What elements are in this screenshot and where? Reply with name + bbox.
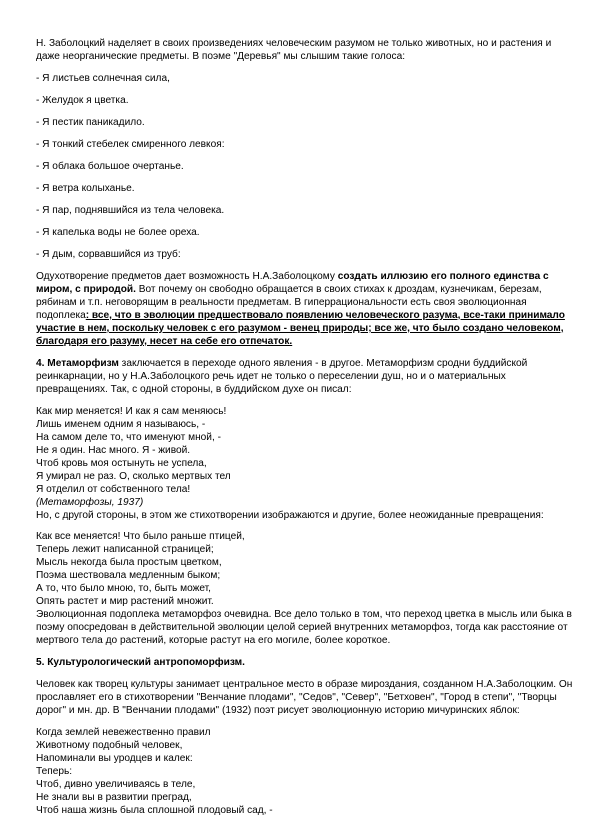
spirit-paragraph (36, 270, 576, 348)
poem-line: Напоминали вы уродцев и калек: (36, 753, 193, 764)
poem-line: Как мир меняется! И как я сам меняюсь! (36, 406, 227, 417)
poem-metamorphoses (36, 405, 576, 509)
voice-line: - Я облака большое очертанье. (36, 161, 184, 172)
poem-line: Лишь именем одним я называюсь, - (36, 419, 206, 430)
poem-source: (Метаморфозы, 1937) (36, 497, 144, 508)
voice-line: - Я капелька воды не более ореха. (36, 227, 200, 238)
poem-line: Не знали вы в развитии преград, (36, 792, 192, 803)
voices-list (36, 72, 576, 261)
poem-line: Чтоб, дивно увеличиваясь в теле, (36, 779, 196, 790)
other-side-paragraph: Но, с другой стороны, в этом же стихотворении изображаются и другие, более неожиданные превращения: (36, 510, 544, 521)
poem-line: Чтоб кровь моя остынуть не успела, (36, 458, 207, 469)
voice-line: - Я дым, сорвавшийся из труб: (36, 249, 181, 260)
voice-line: - Я пар, поднявшийся из тела человека. (36, 205, 225, 216)
document-page (36, 37, 576, 817)
poem-line: Теперь: (36, 766, 73, 777)
poem-line: Я умирал не раз. О, сколько мертвых тел (36, 471, 231, 482)
voice-line: - Я тонкий стебелек смиренного левкоя: (36, 139, 225, 150)
poem-line: Как все меняется! Что было раньше птицей, (36, 531, 245, 542)
poem-line: Я отделил от собственного тела! (36, 484, 191, 495)
poem-fruits (36, 726, 576, 817)
poem-line: А то, что было мною, то, быть может, (36, 583, 211, 594)
metamorphism-text: заключается в переходе одного явления - в другое. Метаморфизм сродни буддийской реинкарнации, но у Н.А.Заболоцкого речь идет не только о переселении душ, но и о материальных превращениях. Так, с одной стороны, в буддийском духе он писал: (36, 358, 528, 395)
metamorphism-heading: 4. Метаморфизм (36, 358, 119, 369)
metamorphism-paragraph (36, 357, 576, 396)
poem-line: Теперь лежит написанной страницей; (36, 544, 214, 555)
poem-line: Чтоб наша жизнь была сплошной плодовый сад, - (36, 805, 273, 816)
spirit-text-1: Одухотворение предметов дает возможность Н.А.Заболоцкому (36, 271, 338, 282)
intro-paragraph: Н. Заболоцкий наделяет в своих произведениях человеческим разумом не только животных, но и растения и даже неорганические предметы. В поэме "Деревья" мы слышим такие голоса: (36, 38, 552, 62)
voice-line: - Желудок я цветка. (36, 95, 129, 106)
poem-line: Когда землей невежественно правил (36, 727, 211, 738)
section-heading-5: 5. Культурологический антропоморфизм. (36, 657, 245, 668)
poem-line: На самом деле то, что именуют мной, - (36, 432, 221, 443)
poem-line: Не я один. Нас много. Я - живой. (36, 445, 191, 456)
culture-paragraph: Человек как творец культуры занимает центральное место в образе мироздания, созданном Н.А.Заболоцким. Он прославляет его в стихотворении "Венчание плодами", "Седов", "Север", "Бетховен", "Город в степи", "Творцы дорог" и мн. др. В "Венчании плодами" (1932) поэт рисует эволюционную историю мичуринских яблок: (36, 679, 573, 716)
voice-line: - Я ветра колыханье. (36, 183, 135, 194)
voice-line: - Я листьев солнечная сила, (36, 73, 170, 84)
poem-line: Животному подобный человек, (36, 740, 183, 751)
evolution-paragraph: Эволюционная подоплека метаморфоз очевидна. Все дело только в том, что переход цветка в мысль или быка в поэму опосредован в действительной эволюции целой серией внутренних метаморфоз, тогда как расстояние от мертвого тела до растений, которые растут на его могиле, более короткое. (36, 609, 572, 646)
poem-line: Опять растет и мир растений множит. (36, 596, 214, 607)
voice-line: - Я пестик паникадило. (36, 117, 145, 128)
poem-line: Поэма шествовала медленным быком; (36, 570, 221, 581)
spirit-text-2: Вот почему он свободно обращается в своих стихах к дроздам, кузнечикам, березам, рябинам и т.п. неговорящим в реальности предметам. В гиперрациональности есть своя эволюционная подоплека (36, 284, 542, 321)
spirit-bold-1: создать иллюзию его полного единства с миром, с природой. (36, 271, 549, 295)
spirit-bold-underline: : все, что в эволюции предшествовало появлению человеческого разума, все-таки принимало участие в нем, поскольку человек с его разумом - венец природы; все же, что было создано человеком, благодаря его разуму, несет на себе его отпечаток. (36, 310, 565, 347)
poem-line: Мысль некогда была простым цветком, (36, 557, 222, 568)
poem-changes (36, 530, 576, 608)
